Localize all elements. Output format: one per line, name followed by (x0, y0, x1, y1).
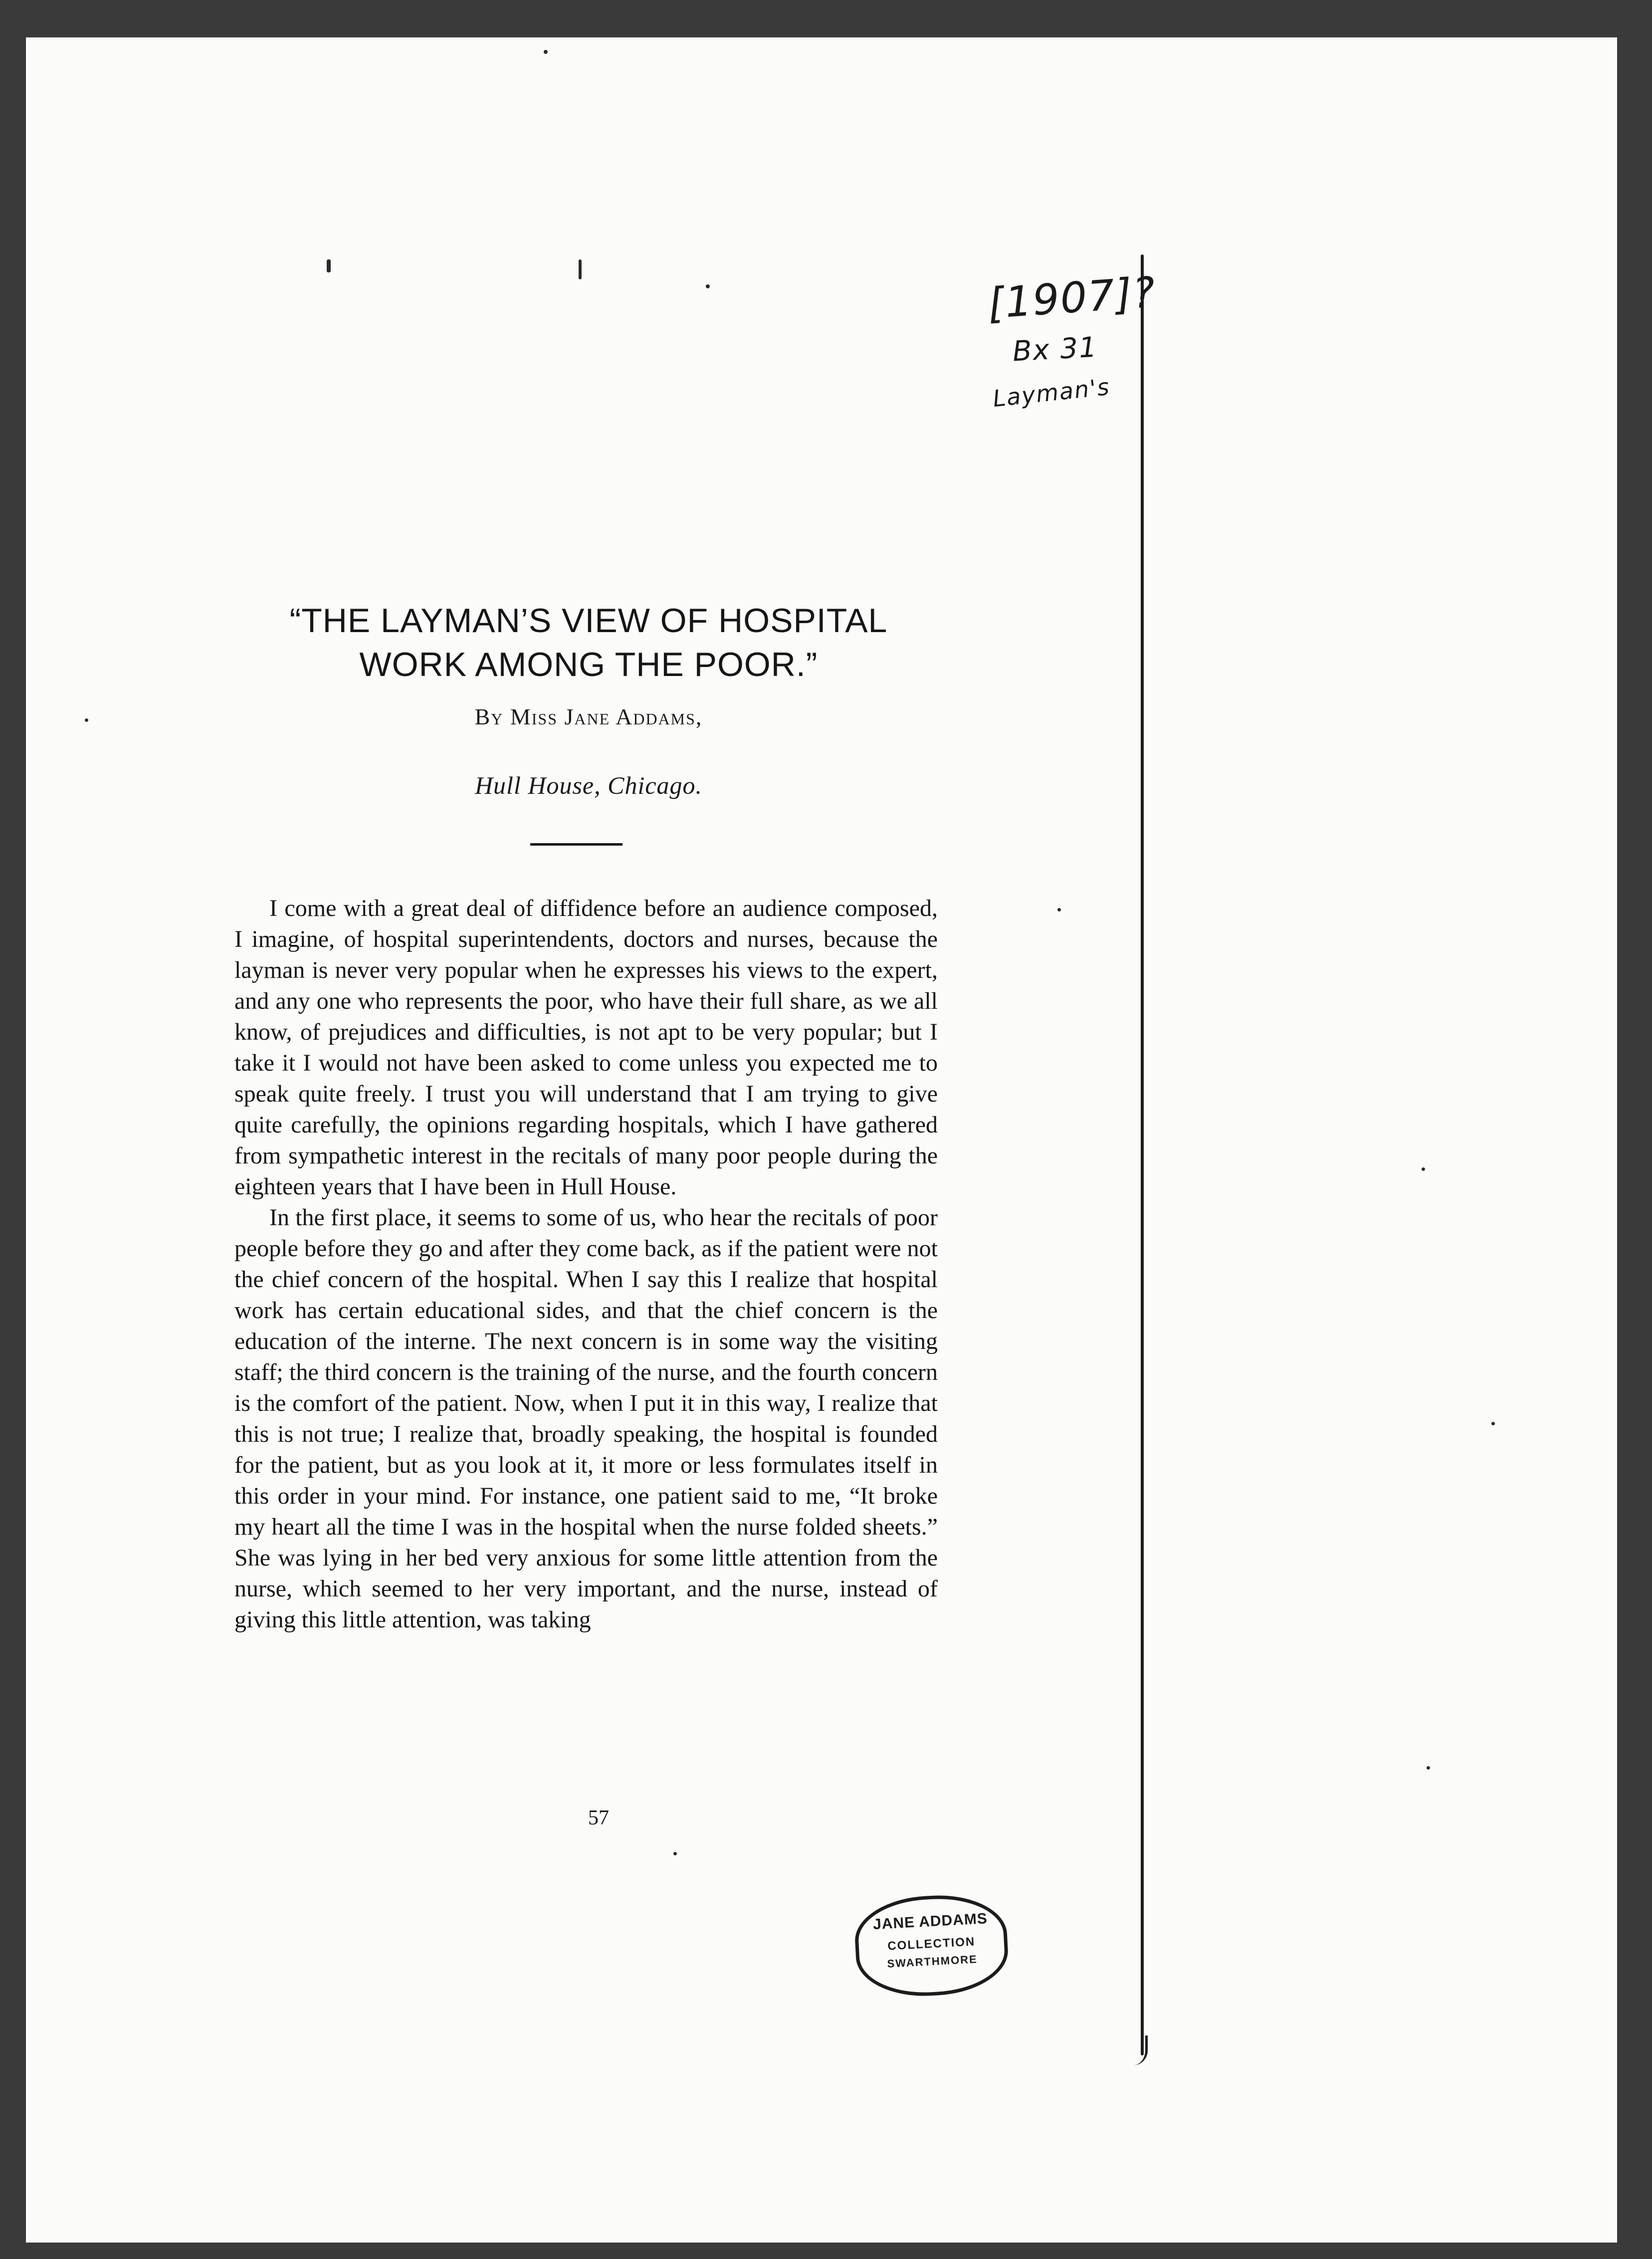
scan-speck (1427, 1766, 1430, 1770)
body-paragraph-1: I come with a great deal of diffidence before an audience composed, I imagine, of hospital superintendents, doctors and nurses, because the layman is never very popular when he expresses his views to the expert, and any one who represents the poor, who have their full share, as we all know, of prejudices and difficulties, is not apt to be very popular; but I take it I would not have been asked to come unless you expected me to speak quite freely. I trust you will understand that I am trying to give quite carefully, the opinions regarding hospitals, which I have gathered from sympathetic interest in the recitals of many poor people during the eighteen years that I have been in Hull House. (234, 895, 938, 1200)
page-edge-shadow (1141, 254, 1144, 2055)
page-number: 57 (588, 1807, 609, 1829)
handwritten-date: [1907]? (986, 267, 1158, 328)
scan-speck (706, 284, 710, 288)
scan-speck (1422, 1167, 1425, 1171)
title-divider (530, 843, 622, 846)
handwritten-box-reference: Bx 31 (1012, 331, 1099, 368)
article-title (219, 599, 958, 686)
article-affiliation: Hull House, Chicago. (474, 771, 703, 799)
scan-speck (579, 259, 582, 279)
scan-speck (327, 259, 331, 272)
stamp-line-2: COLLECTION (887, 1935, 976, 1953)
handwritten-short-title: Layman's (991, 373, 1111, 413)
article-title-line-1: “THE LAYMAN’S VIEW OF HOSPITAL (289, 602, 888, 640)
scan-speck (1057, 908, 1061, 911)
scan-speck (544, 50, 548, 54)
scan-speck (85, 718, 88, 722)
article-byline: By Miss Jane Addams, (474, 704, 703, 729)
body-paragraph-2: In the first place, it seems to some of us, who hear the recitals of poor people before they go and after they come back, as if the patient were not the chief concern of the hospital. When I say this I realize that hospital work has certain educational sides, and that the chief concern is the education of the interne. The next concern is in some way the visiting staff; the third concern is the training of the nurse, and the fourth concern is the comfort of the patient. Now, when I put it in this way, I realize that this is not true; I realize that, broadly speaking, the hospital is founded for the patient, but as you look at it, it more or less formulates itself in this order in your mind. For instance, one patient said to me, “It broke my heart all the time I was in the hospital when the nurse folded sheets.” She was lying in her bed very anxious for some little attention from the nurse, which seemed to her very important, and the nurse, instead of giving this little attention, was taking (234, 1204, 938, 1633)
article-title-line-2: WORK AMONG THE POOR.” (359, 646, 818, 683)
stamp-line-3: SWARTHMORE (886, 1953, 978, 1970)
stamp-line-1: JANE ADDAMS (872, 1910, 988, 1933)
scan-speck (673, 1852, 677, 1855)
scan-speck (1491, 1422, 1495, 1425)
article-body (234, 893, 938, 1635)
